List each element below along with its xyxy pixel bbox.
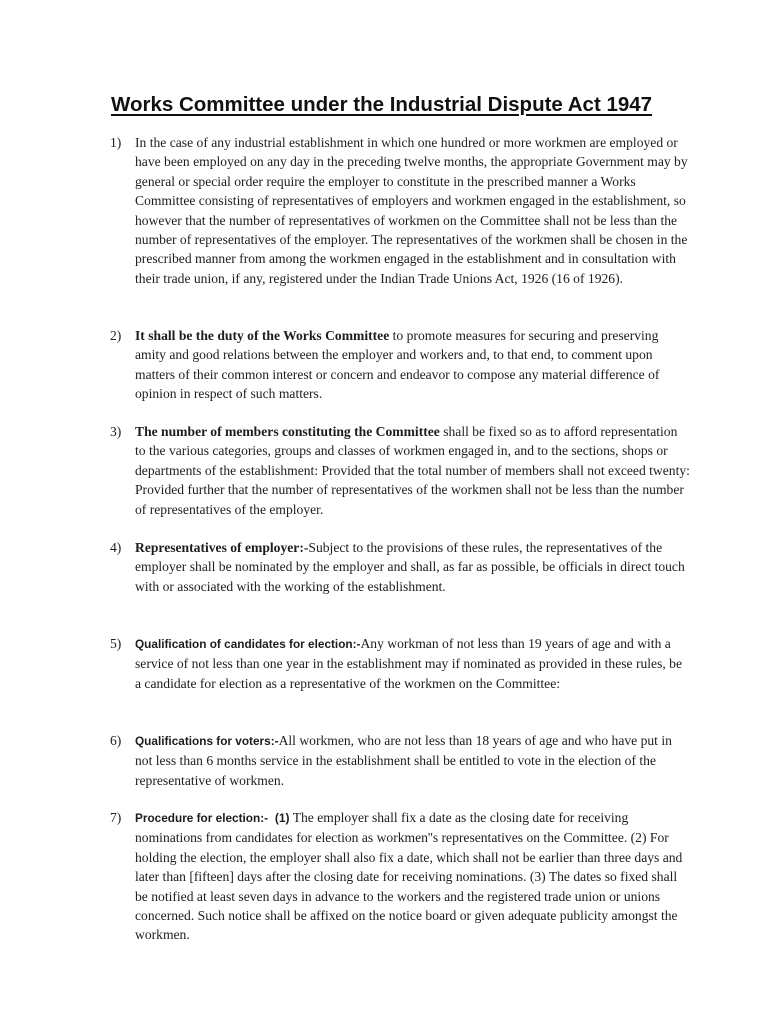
list-item — [110, 731, 690, 790]
item-body — [135, 731, 690, 790]
list-item — [110, 538, 690, 596]
list-item — [110, 133, 690, 288]
item-text: Subject to the provisions of these rules, the representatives of the employer shall be nominated by the employer and shall, as far as possible, be officials in direct touch with or associated with the working of the establishment. — [135, 540, 685, 594]
list-item — [110, 422, 690, 519]
item-number: 1) — [110, 135, 122, 150]
item-body — [135, 634, 690, 693]
item-text: In the case of any industrial establishment in which one hundred or more workmen are employed or have been employed on any day in the preceding twelve months, the appropriate Government may by general or special order require the employer to constitute in the prescribed manner a Works Committee consisting of representatives of employers and workmen engaged in the establishment, so however that the number of representatives of workmen on the Committee shall not be less than the number of representatives of the employer. The representatives of the workmen shall be chosen in the prescribed manner from among the workmen engaged in the establishment and in consultation with their trade union, if any, registered under the Indian Trade Unions Act, 1926 (16 of 1926). — [135, 135, 688, 286]
item-number: 3) — [110, 424, 122, 439]
item-text: All workmen, who are not less than 18 years of age and who have put in not less than 6 months service in the establishment shall be entitled to vote in the election of the representative of workmen. — [135, 733, 672, 788]
item-number: 7) — [110, 810, 122, 825]
document-title: Works Committee under the Industrial Dispute Act 1947 — [111, 93, 653, 116]
item-text: shall be fixed so as to afford representation to the various categories, groups and classes of workmen engaged in, and to the sections, shops or departments of the establishment: Provided that the total number of members shall not exceed twenty: Provided further that the number of representatives of the workmen shall not be less than the number of representatives of the employer. — [135, 424, 690, 517]
item-subnumber: (1) — [274, 811, 290, 825]
item-text: Any workman of not less than 19 years of age and with a service of not less than one year in the establishment may if nominated as provided in these rules, be a candidate for election as a representative of the workmen on the Committee: — [135, 636, 682, 691]
item-heading: It shall be the duty of the Works Committee — [135, 328, 390, 343]
item-number: 5) — [110, 636, 122, 651]
item-body — [135, 326, 690, 404]
item-text: The employer shall fix a date as the closing date for receiving nominations from candidates for election as workmen''s representatives on the Committee. (2) For holding the election, the employer shall also fix a date, which shall not be earlier than three days and later than [fifteen] days after the closing date for receiving nominations. (3) The dates so fixed shall be notified at least seven days in advance to the workers and the registered trade union or unions concerned. Such notice shall be affixed on the notice board or given adequate publicity amongst the workmen. — [135, 810, 683, 943]
item-body — [135, 538, 690, 596]
item-number: 4) — [110, 540, 122, 555]
item-heading: Procedure for election:- — [135, 811, 269, 825]
list-item — [110, 326, 690, 404]
list-item — [110, 808, 690, 945]
item-heading: The number of members constituting the Committee — [135, 424, 440, 439]
item-heading: Representatives of employer:- — [135, 540, 309, 555]
item-body — [135, 133, 690, 288]
item-body — [135, 422, 690, 519]
list-item — [110, 634, 690, 693]
item-number: 6) — [110, 733, 122, 748]
item-text: to promote measures for securing and preserving amity and good relations between the employer and workers and, to that end, to comment upon matters of their common interest or concern and endeavor to compose any material difference of opinion in respect of such matters. — [135, 328, 660, 402]
item-body — [135, 808, 690, 945]
item-heading: Qualification of candidates for election:- — [135, 637, 361, 651]
item-number: 2) — [110, 328, 122, 343]
item-heading: Qualifications for voters:- — [135, 734, 279, 748]
